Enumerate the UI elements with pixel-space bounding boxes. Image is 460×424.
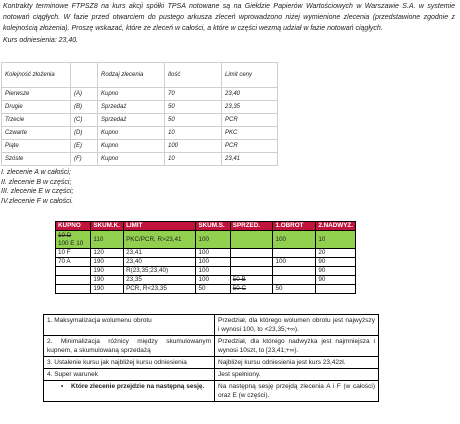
order-quantity: 100 (165, 140, 222, 153)
step-name: 2. Minimalizacja różnicy między skumulowanym kupnem, a skumulowaną sprzedażą (44, 336, 215, 357)
reference-price: Kurs odniesienia: 23,40. (3, 36, 79, 44)
table-row (44, 357, 379, 369)
order-type: Kupno (98, 140, 165, 153)
book-sell-struck: 50 B (230, 276, 273, 285)
order-letter: (D) (71, 127, 98, 140)
book-buy: 70 A (56, 258, 91, 267)
table-row (56, 276, 356, 285)
order-type: Kupno (98, 153, 165, 166)
order-type: Sprzedaż (98, 101, 165, 114)
book-surplus: 20 (316, 249, 356, 258)
step-result: Przedział, dla którego wolumen obrotu jest najwyższy i wynosi 100, to <23,35;+∞). (215, 315, 379, 336)
order-position: Szóste (2, 153, 71, 166)
book-turnover: 50 (273, 285, 316, 294)
book-surplus (316, 285, 356, 294)
book-cum-buy: 190 (91, 285, 124, 294)
table-row (56, 249, 356, 258)
answer-item: I. zlecenie A w całości; (1, 169, 71, 176)
order-book-table (55, 221, 356, 294)
order-type: Sprzedaż (98, 114, 165, 127)
book-buy (56, 285, 91, 294)
book-turnover: 100 (273, 258, 316, 267)
order-book-header-row (56, 222, 356, 231)
step-result: Jest spełniony. (215, 369, 379, 381)
table-row (56, 285, 356, 294)
orders-header-letter (71, 63, 98, 88)
step-name: 4. Super warunek (44, 369, 215, 381)
table-row (56, 231, 356, 249)
book-turnover (273, 249, 316, 258)
book-turnover (273, 276, 316, 285)
order-quantity: 10 (165, 153, 222, 166)
table-row (44, 336, 379, 357)
book-buy: 10 F (56, 249, 91, 258)
book-buy-value: 100 E 10 (58, 239, 84, 247)
answer-item: III. zlecenie E w części; (1, 188, 74, 196)
book-cum-buy: 190 (91, 276, 124, 285)
book-surplus: 90 (316, 258, 356, 267)
order-limit: 23,40 (222, 88, 278, 101)
table-row (56, 258, 356, 267)
answer-item: II. zlecenie B w części; (1, 178, 72, 186)
order-limit: 23,41 (222, 153, 278, 166)
orders-header-row (2, 63, 278, 88)
book-surplus: 90 (316, 267, 356, 276)
book-turnover (273, 267, 316, 276)
book-cum-sell: 100 (196, 258, 230, 267)
table-row (2, 153, 278, 166)
orders-header-limit: Limit ceny (222, 63, 278, 88)
book-surplus: 90 (316, 276, 356, 285)
order-letter: (C) (71, 114, 98, 127)
step-name-cell (44, 381, 215, 402)
answer-item: IV.zlecenie F w całości. (1, 197, 74, 205)
step-name: 3. Ustalenie kursu jak najbliżej kursu odniesienia (44, 357, 215, 369)
intro-paragraph: Kontrakty terminowe FTPSZ8 na kurs akcji spółki TPSA notowane są na Giełdzie Papierów Wartościowych w Warszawie S.A. w systemie notowań ciągłych. W fazie przed otwarciem do pustego arkusza zleceń wprowadzono niżej wymienione zlecenia (przedstawione zgodnie z kolejnością złożenia). Proszę wskazać, które ze zleceń w całości, a które w części wezmą udział w fazie notowań ciągłych. (3, 3, 455, 33)
book-sell (230, 231, 273, 249)
book-surplus: 10 (316, 231, 356, 249)
book-limit: 23,35 (124, 276, 196, 285)
book-cum-buy: 110 (91, 231, 124, 249)
order-quantity: 50 (165, 101, 222, 114)
order-quantity: 10 (165, 127, 222, 140)
orders-header-quantity: Ilość (165, 63, 222, 88)
order-limit: 23,35 (222, 101, 278, 114)
book-header-turnover: 1.OBRÓT (273, 222, 316, 231)
table-row (2, 140, 278, 153)
intro-text (3, 1, 455, 46)
book-cum-buy: 120 (91, 249, 124, 258)
order-type: Kupno (98, 88, 165, 101)
order-type: Kupno (98, 127, 165, 140)
orders-header-type: Rodzaj zlecenia (98, 63, 165, 88)
book-sell (230, 258, 273, 267)
book-header-cum-sell: SKUM.S. (196, 222, 230, 231)
book-buy (56, 267, 91, 276)
table-row (56, 267, 356, 276)
table-row (2, 114, 278, 127)
book-sell (230, 267, 273, 276)
order-letter: (B) (71, 101, 98, 114)
table-row (2, 127, 278, 140)
order-quantity: 70 (165, 88, 222, 101)
table-row (44, 369, 379, 381)
answers-list (1, 168, 73, 206)
order-position: Piąte (2, 140, 71, 153)
order-limit: PCR (222, 114, 278, 127)
order-letter: (F) (71, 153, 98, 166)
table-row (44, 381, 379, 402)
book-buy (56, 276, 91, 285)
step-result: Przedział, dla którego nadwyżka jest najmniejsza i wynosi 10szt, to [23,41;+∞). (215, 336, 379, 357)
book-header-sell: SPRZED. (230, 222, 273, 231)
orders-header-order: Kolejność złożenia (2, 63, 71, 88)
book-cum-buy: 190 (91, 258, 124, 267)
book-cum-sell: 100 (196, 267, 230, 276)
table-row (44, 315, 379, 336)
order-limit: PKC (222, 127, 278, 140)
book-buy-struck: 10 D (58, 231, 72, 239)
book-header-cum-buy: SKUM.K. (91, 222, 124, 231)
order-position: Drugie (2, 101, 71, 114)
book-limit: 23,40 (124, 258, 196, 267)
book-limit: R(23,35;23,40) (124, 267, 196, 276)
book-limit: PKC/PCR, R>23,41 (124, 231, 196, 249)
order-position: Trzecie (2, 114, 71, 127)
book-header-limit: LIMIT (124, 222, 196, 231)
book-cum-buy: 190 (91, 267, 124, 276)
order-quantity: 50 (165, 114, 222, 127)
book-cum-sell: 100 (196, 249, 230, 258)
algorithm-steps-table (43, 314, 379, 402)
order-position: Pierwsze (2, 88, 71, 101)
book-buy-cell (56, 231, 91, 249)
step-name: 1. Maksymalizacja wolumenu obrotu (44, 315, 215, 336)
step-result: Najbliżej kursu odniesienia jest kurs 23,42zł. (215, 357, 379, 369)
book-header-buy: KUPNO (56, 222, 91, 231)
book-turnover: 100 (273, 231, 316, 249)
order-letter: (E) (71, 140, 98, 153)
step-name: • Które zlecenie przejdzie na następną sesję. (47, 382, 211, 391)
order-position: Czwarte (2, 127, 71, 140)
book-header-surplus: 2.NADWYŻ. (316, 222, 356, 231)
table-row (2, 88, 278, 101)
order-limit: PCR (222, 140, 278, 153)
table-row (2, 101, 278, 114)
book-limit: 23,41 (124, 249, 196, 258)
order-letter: (A) (71, 88, 98, 101)
orders-table (1, 62, 278, 166)
step-result: Na następną sesję przejdą zlecenia A i F (w całości) oraz E (w części). (215, 381, 379, 402)
book-sell-struck: 50 C (230, 285, 273, 294)
book-limit: PCR, R<23,35 (124, 285, 196, 294)
book-sell (230, 249, 273, 258)
book-cum-sell: 50 (196, 285, 230, 294)
book-cum-sell: 100 (196, 231, 230, 249)
book-cum-sell: 100 (196, 276, 230, 285)
